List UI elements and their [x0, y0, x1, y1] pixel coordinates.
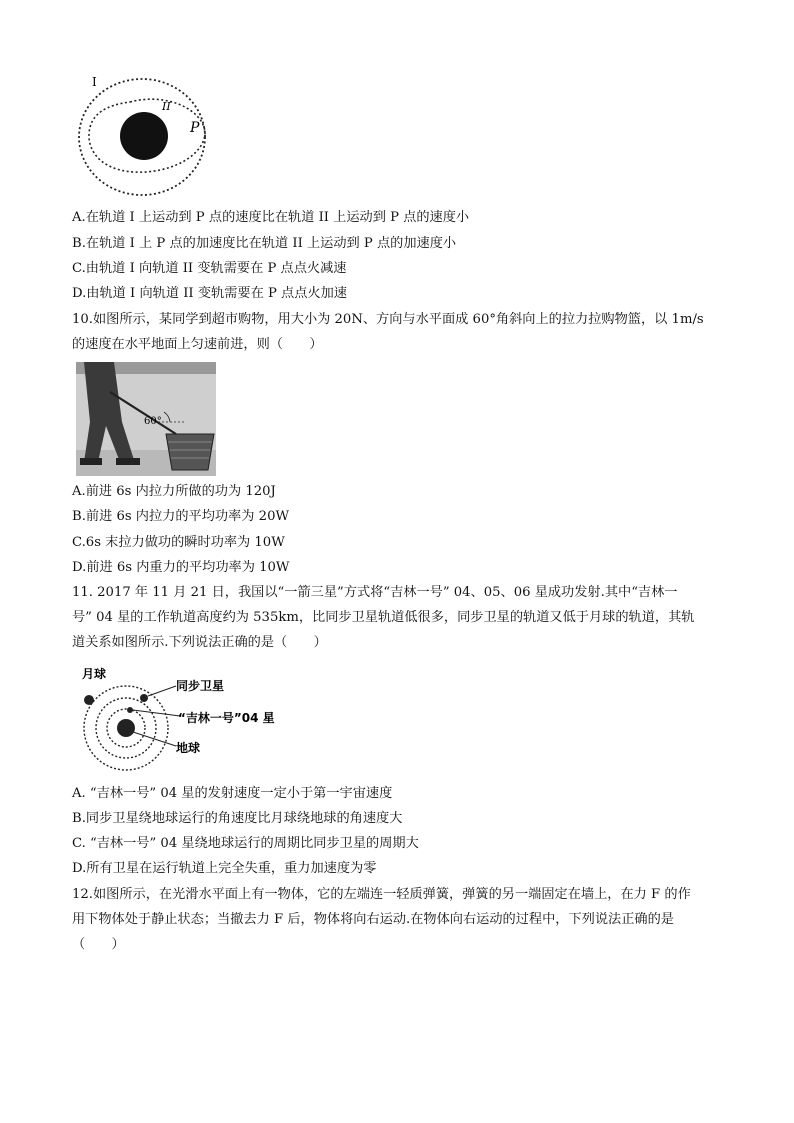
orbit-figure [72, 70, 222, 202]
jilin-satellite [127, 707, 133, 713]
angle-label: 60° [144, 416, 162, 427]
q10-stem-line1: 10.如图所示，某同学到超市购物，用大小为 20N、方向与水平面成 60°角斜向上的拉力拉购物篮，以 1m/s [72, 312, 704, 327]
moon-label: 月球 [82, 667, 107, 681]
q11-option-c: C. “吉林一号” 04 星绕地球运行的周期比同步卫星的周期大 [72, 836, 419, 851]
label-P: P [190, 120, 200, 136]
sync-label: 同步卫星 [176, 679, 225, 693]
q10-option-b: B.前进 6s 内拉力的平均功率为 20W [72, 509, 290, 524]
sync-satellite [140, 694, 148, 702]
q11-stem-line1: 11. 2017 年 11 月 21 日，我国以“一箭三星”方式将“吉林一号” 04、05、06 星成功发射.其中“吉林一 [72, 585, 678, 600]
planet [120, 112, 168, 160]
q12-stem-line1: 12.如图所示，在光滑水平面上有一物体，它的左端连一轻质弹簧，弹簧的另一端固定在墙上，在力 F 的作 [72, 887, 691, 902]
q11-stem-line2: 号” 04 星的工作轨道高度约为 535km，比同步卫星轨道低很多，同步卫星的轨道又低于月球的轨道，其轨 [72, 610, 695, 625]
q9-option-a: A.在轨道 I 上运动到 P 点的速度比在轨道 II 上运动到 P 点的速度小 [72, 210, 470, 225]
jilin-label: “吉林一号”04 星 [178, 711, 275, 725]
q12-stem-line2: 用下物体处于静止状态；当撤去力 F 后，物体将向右运动.在物体向右运动的过程中，下列说法正确的是 [72, 912, 674, 927]
q11-option-b: B.同步卫星绕地球运行的角速度比月球绕地球的角速度大 [72, 811, 403, 826]
q9-option-b: B.在轨道 I 上 P 点的加速度比在轨道 II 上运动到 P 点的加速度小 [72, 236, 457, 251]
q11-option-d: D.所有卫星在运行轨道上完全失重，重力加速度为零 [72, 861, 377, 876]
earth [117, 719, 135, 737]
label-II: II [162, 100, 171, 113]
q10-option-d: D.前进 6s 内重力的平均功率为 10W [72, 560, 290, 575]
q10-stem-line2: 的速度在水平地面上匀速前进，则（ ） [72, 337, 323, 352]
moon [84, 695, 94, 705]
q11-option-a: A. “吉林一号” 04 星的发射速度一定小于第一宇宙速度 [72, 786, 393, 801]
q10-option-c: C.6s 末拉力做功的瞬时功率为 10W [72, 535, 285, 550]
basket-photo [76, 362, 216, 476]
satellite-orbit-figure [72, 660, 302, 772]
q10-option-a: A.前进 6s 内拉力所做的功为 120J [72, 484, 276, 499]
label-I: I [92, 75, 97, 89]
q12-stem-line3: （ ） [72, 937, 125, 952]
q9-option-c: C.由轨道 I 向轨道 II 变轨需要在 P 点点火减速 [72, 261, 347, 276]
earth-label: 地球 [176, 741, 201, 755]
q11-stem-line3: 道关系如图所示.下列说法正确的是（ ） [72, 635, 327, 650]
q9-option-d: D.由轨道 I 向轨道 II 变轨需要在 P 点点火加速 [72, 286, 347, 301]
